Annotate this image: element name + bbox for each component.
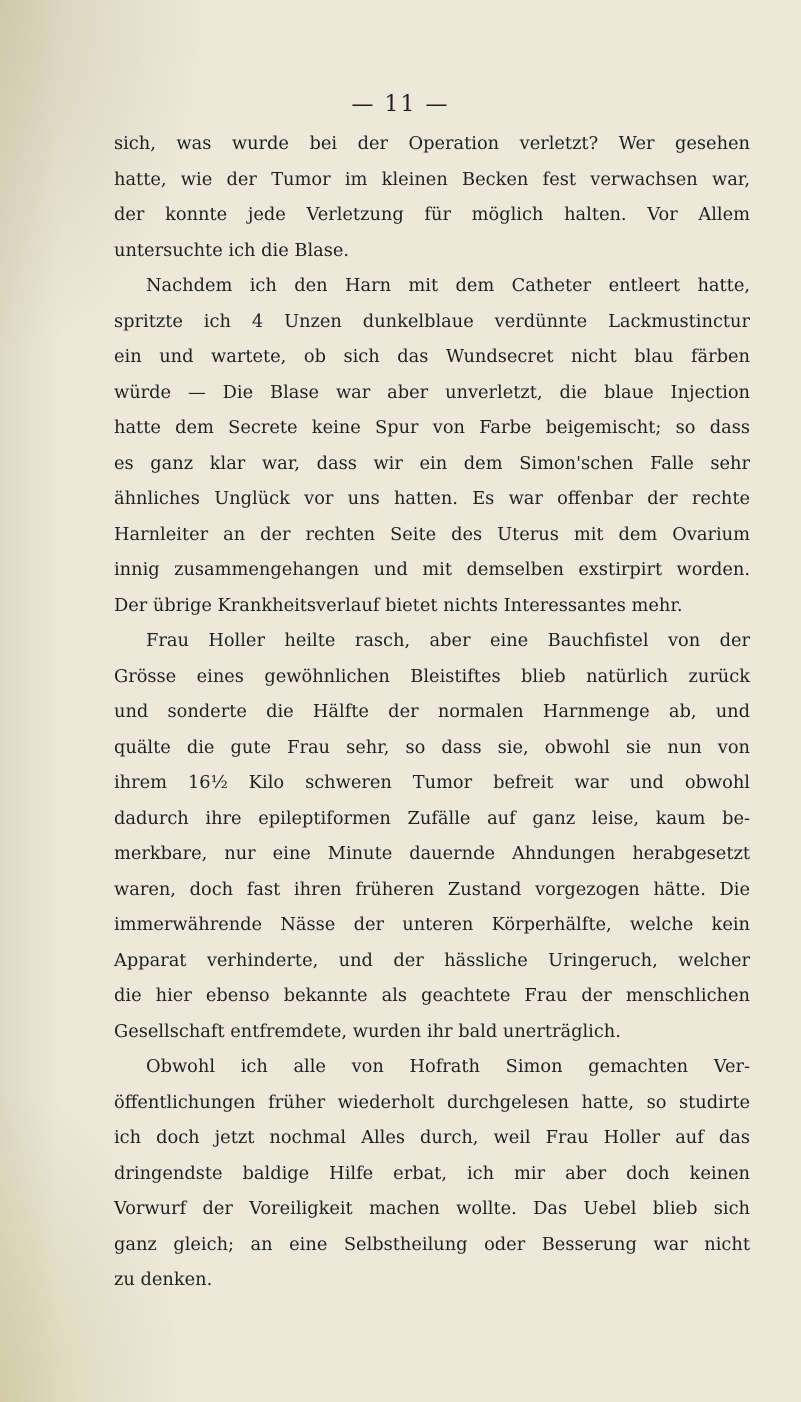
text-line: die hier ebenso bekannte als geachtete Frau der menschlichen [114, 985, 750, 1006]
text-line: Harnleiter an der rechten Seite des Uterus mit dem Ovarium [114, 523, 750, 545]
text-line: zu denken. [114, 1269, 213, 1290]
text-line: spritzte ich 4 Unzen dunkelblaue verdünnte Lackmustinctur [114, 310, 750, 332]
text-line: hatte, wie der Tumor im kleinen Becken fest verwachsen war, [114, 168, 750, 190]
text-line: Nachdem ich den Harn mit dem Catheter entleert hatte, [146, 275, 750, 296]
text-line: dadurch ihre epileptiformen Zufälle auf ganz leise, kaum be- [114, 807, 750, 829]
text-line: hatte dem Secrete keine Spur von Farbe beigemischt; so dass [114, 417, 750, 438]
text-line: immerwährende Nässe der unteren Körperhälfte, welche kein [114, 914, 750, 935]
text-line: untersuchte ich die Blase. [114, 239, 350, 261]
text-line: ich doch jetzt nochmal Alles durch, weil Frau Holler auf das [114, 1127, 750, 1148]
text-line: ihrem 16½ Kilo schweren Tumor befreit war und obwohl [114, 772, 750, 793]
text-line: würde — Die Blase war aber unverletzt, die blaue Injection [114, 381, 750, 403]
text-line: sich, was wurde bei der Operation verletzt? Wer gesehen [114, 133, 750, 154]
text-line: Apparat verhinderte, und der hässliche Uringeruch, welcher [114, 949, 750, 971]
text-line: öffentlichungen früher wiederholt durchgelesen hatte, so studirte [114, 1091, 750, 1113]
body-text [114, 126, 750, 1298]
page-number: — 11 — [351, 92, 450, 117]
text-line: merkbare, nur eine Minute dauernde Ahndungen herabgesetzt [114, 843, 750, 864]
text-line: ähnliches Unglück vor uns hatten. Es war offenbar der rechte [114, 488, 750, 509]
text-line: Frau Holler heilte rasch, aber eine Bauchfistel von der [146, 630, 750, 651]
text-line: ganz gleich; an eine Selbstheilung oder Besserung war nicht [114, 1233, 750, 1255]
text-line: Der übrige Krankheitsverlauf bietet nichts Interessantes mehr. [114, 594, 683, 616]
text-line: Obwohl ich alle von Hofrath Simon gemachten Ver- [146, 1056, 750, 1077]
text-line: quälte die gute Frau sehr, so dass sie, obwohl sie nun von [114, 736, 750, 758]
text-line: dringendste baldige Hilfe erbat, ich mir aber doch keinen [114, 1162, 750, 1184]
text-line: es ganz klar war, dass wir ein dem Simon'schen Falle sehr [114, 452, 750, 474]
text-line: Gesellschaft entfremdete, wurden ihr bald unerträglich. [114, 1020, 621, 1042]
text-line: Vorwurf der Voreiligkeit machen wollte. Das Uebel blieb sich [114, 1198, 750, 1219]
text-line: ein und wartete, ob sich das Wundsecret nicht blau färben [114, 346, 750, 367]
text-line: innig zusammengehangen und mit demselben exstirpirt worden. [114, 559, 750, 580]
text-line: Grösse eines gewöhnlichen Bleistiftes blieb natürlich zurück [114, 665, 750, 687]
text-line: der konnte jede Verletzung für möglich halten. Vor Allem [114, 204, 750, 225]
text-line: waren, doch fast ihren früheren Zustand vorgezogen hätte. Die [114, 878, 750, 900]
text-line: und sonderte die Hälfte der normalen Harnmenge ab, und [114, 701, 750, 722]
